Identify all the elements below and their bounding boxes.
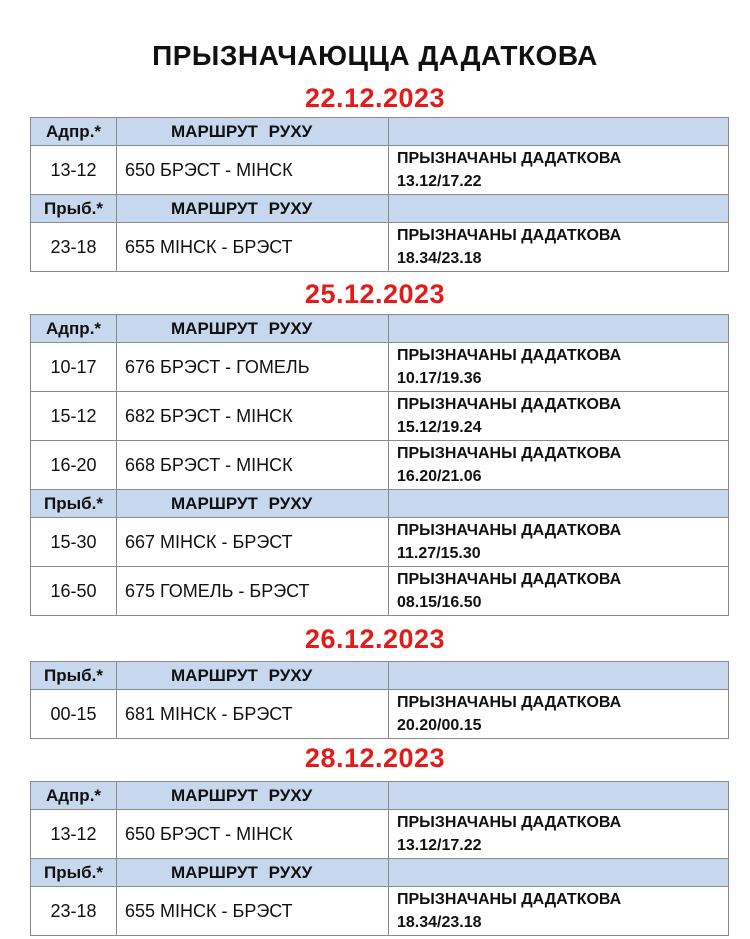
assignment-note: [389, 887, 729, 936]
table-row: [31, 392, 729, 441]
direction-label: Прыб.*: [31, 859, 117, 887]
assignment-note: [389, 518, 729, 567]
assigned-times: 18.34/23.18: [397, 250, 482, 267]
assignment-note: [389, 392, 729, 441]
route-header: МАРШРУТ РУХУ: [117, 195, 389, 223]
route-header: МАРШРУТ РУХУ: [117, 859, 389, 887]
date-heading: 25.12.2023: [304, 279, 446, 309]
table-row: [31, 567, 729, 616]
assignment-note: [389, 810, 729, 859]
group-header: [31, 662, 729, 690]
assignment-note: [389, 343, 729, 392]
assigned-label: ПРЫЗНАЧАНЫ ДАДАТКОВА: [397, 445, 622, 462]
train-time: 13-12: [31, 810, 117, 859]
assigned-times: 16.20/21.06: [397, 468, 482, 485]
route-header: МАРШРУТ РУХУ: [117, 490, 389, 518]
assigned-times: 11.27/15.30: [397, 545, 481, 562]
assignment-note: [389, 223, 729, 272]
assigned-label: ПРЫЗНАЧАНЫ ДАДАТКОВА: [397, 522, 622, 539]
assigned-label: ПРЫЗНАЧАНЫ ДАДАТКОВА: [397, 347, 622, 364]
train-time: 00-15: [31, 690, 117, 739]
date-heading: 26.12.2023: [304, 624, 446, 654]
assigned-times: 10.17/19.36: [397, 370, 482, 387]
empty-header-cell: [389, 662, 729, 690]
assigned-times: 13.12/17.22: [397, 173, 482, 190]
train-time: 16-20: [31, 441, 117, 490]
train-time: 23-18: [31, 223, 117, 272]
table-row: [31, 518, 729, 567]
direction-label: Прыб.*: [31, 490, 117, 518]
train-route: 676 БРЭСТ - ГОМЕЛЬ: [117, 343, 389, 392]
group-header: [31, 195, 729, 223]
table-row: [31, 887, 729, 936]
assignment-note: [389, 146, 729, 195]
assignment-note: [389, 690, 729, 739]
assigned-label: ПРЫЗНАЧАНЫ ДАДАТКОВА: [397, 150, 622, 167]
assigned-label: ПРЫЗНАЧАНЫ ДАДАТКОВА: [397, 891, 622, 908]
assigned-times: 08.15/16.50: [397, 594, 482, 611]
train-route: 650 БРЭСТ - МІНСК: [117, 146, 389, 195]
direction-label: Прыб.*: [31, 662, 117, 690]
schedule-table: [30, 117, 729, 272]
table-row: [31, 810, 729, 859]
direction-label: Прыб.*: [31, 195, 117, 223]
assigned-label: ПРЫЗНАЧАНЫ ДАДАТКОВА: [397, 227, 622, 244]
train-time: 13-12: [31, 146, 117, 195]
train-route: 675 ГОМЕЛЬ - БРЭСТ: [117, 567, 389, 616]
table-row: [31, 223, 729, 272]
train-time: 15-12: [31, 392, 117, 441]
direction-label: Адпр.*: [31, 782, 117, 810]
group-header: [31, 490, 729, 518]
empty-header-cell: [389, 859, 729, 887]
group-header: [31, 118, 729, 146]
schedule-table: [30, 314, 729, 616]
group-header: [31, 782, 729, 810]
train-time: 15-30: [31, 518, 117, 567]
route-header: МАРШРУТ РУХУ: [117, 782, 389, 810]
direction-label: Адпр.*: [31, 315, 117, 343]
train-route: 667 МІНСК - БРЭСТ: [117, 518, 389, 567]
empty-header-cell: [389, 315, 729, 343]
route-header: МАРШРУТ РУХУ: [117, 662, 389, 690]
assigned-times: 20.20/00.15: [397, 717, 482, 734]
group-header: [31, 859, 729, 887]
assigned-times: 18.34/23.18: [397, 914, 482, 931]
train-time: 10-17: [31, 343, 117, 392]
direction-label: Адпр.*: [31, 118, 117, 146]
assigned-label: ПРЫЗНАЧАНЫ ДАДАТКОВА: [397, 571, 622, 588]
group-header: [31, 315, 729, 343]
page-title: ПРЫЗНАЧАЮЦЦА ДАДАТКОВА: [152, 40, 598, 71]
empty-header-cell: [389, 782, 729, 810]
train-route: 655 МІНСК - БРЭСТ: [117, 223, 389, 272]
table-row: [31, 441, 729, 490]
empty-header-cell: [389, 118, 729, 146]
table-row: [31, 690, 729, 739]
empty-header-cell: [389, 195, 729, 223]
route-header: МАРШРУТ РУХУ: [117, 315, 389, 343]
route-header: МАРШРУТ РУХУ: [117, 118, 389, 146]
assigned-times: 13.12/17.22: [397, 837, 482, 854]
schedule-table: [30, 661, 729, 739]
date-heading: 22.12.2023: [304, 83, 446, 113]
train-route: 650 БРЭСТ - МІНСК: [117, 810, 389, 859]
table-row: [31, 146, 729, 195]
assigned-label: ПРЫЗНАЧАНЫ ДАДАТКОВА: [397, 694, 622, 711]
assigned-times: 15.12/19.24: [397, 419, 482, 436]
assignment-note: [389, 441, 729, 490]
table-row: [31, 343, 729, 392]
train-time: 23-18: [31, 887, 117, 936]
assigned-label: ПРЫЗНАЧАНЫ ДАДАТКОВА: [397, 396, 622, 413]
train-route: 681 МІНСК - БРЭСТ: [117, 690, 389, 739]
date-heading: 28.12.2023: [304, 743, 446, 773]
train-route: 655 МІНСК - БРЭСТ: [117, 887, 389, 936]
assignment-note: [389, 567, 729, 616]
train-route: 668 БРЭСТ - МІНСК: [117, 441, 389, 490]
assigned-label: ПРЫЗНАЧАНЫ ДАДАТКОВА: [397, 814, 622, 831]
empty-header-cell: [389, 490, 729, 518]
train-time: 16-50: [31, 567, 117, 616]
train-route: 682 БРЭСТ - МІНСК: [117, 392, 389, 441]
schedule-table: [30, 781, 729, 936]
